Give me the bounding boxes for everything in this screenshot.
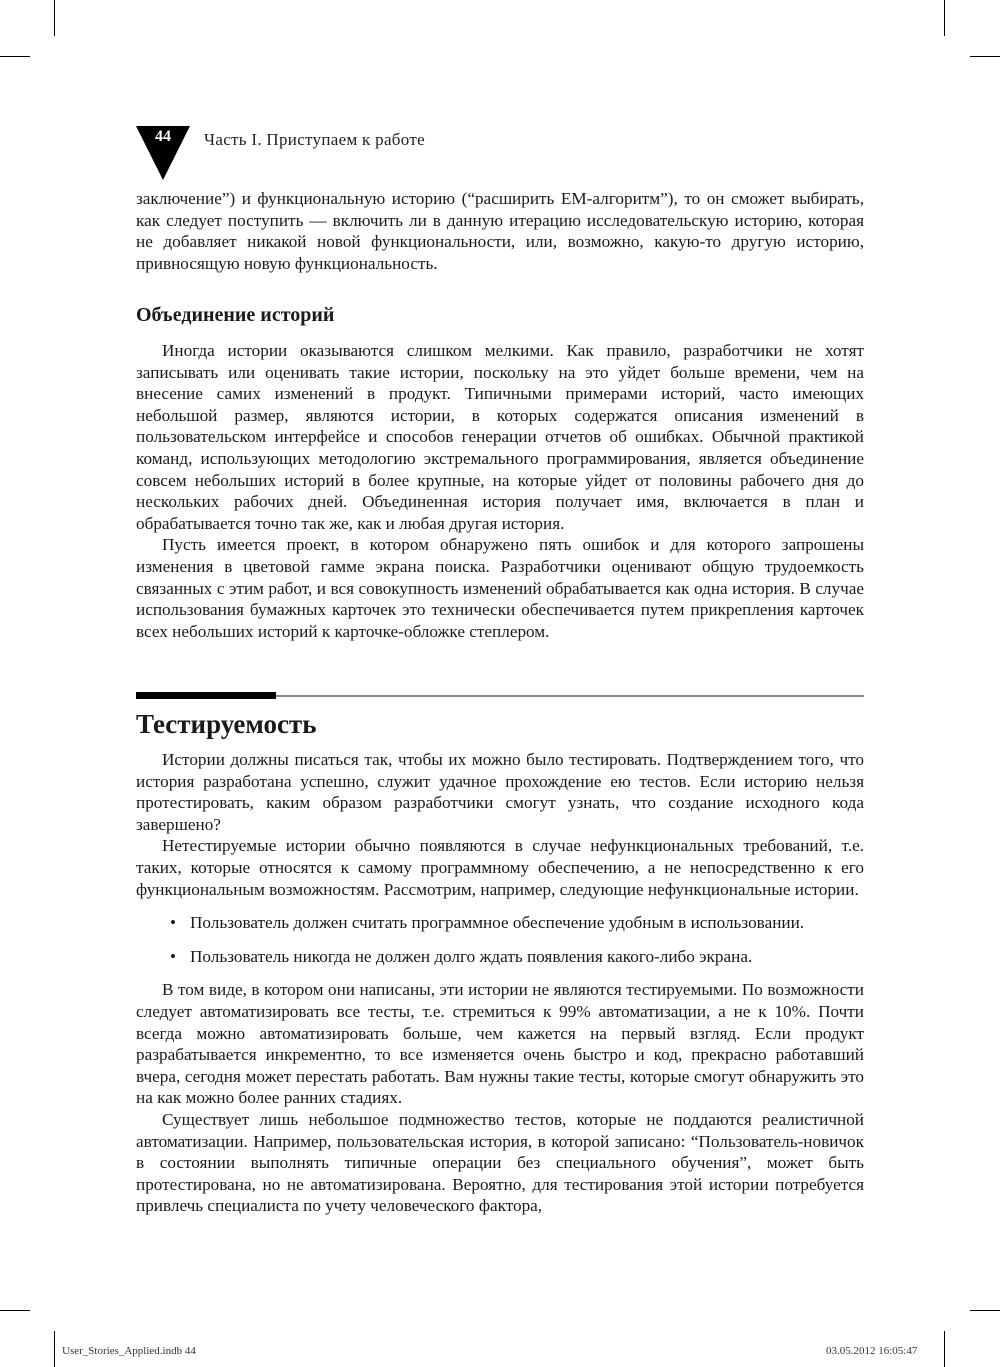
section-testability xyxy=(136,708,864,1217)
subsection-title: Объединение историй xyxy=(136,304,335,326)
paragraph: Пусть имеется проект, в котором обнаружено пять ошибок и для которого запрошены изменения в цветовой гамме экрана поиска. Разработчики оценивают общую трудоемкость связанных с этим работ, и вся совокупность изменений обрабатывается как одна история. В случае использования бумажных карточек это технически обеспечивается путем прикрепления карточек всех небольших историй к карточке-обложке степлером. xyxy=(136,535,864,641)
crop-mark xyxy=(970,1310,1000,1311)
paragraph: В том виде, в котором они написаны, эти истории не являются тестируемыми. По возможности следует автоматизировать все тесты, т.е. стремиться к 99% автоматизации, а не к 10%. Почти всегда можно автоматизировать больше, чем кажется на первый взгляд. Если продукт разрабатывается инкрементно, то все изменяется очень быстро и код, прекрасно работавший вчера, сегодня может перестать работать. Вам нужны такие тесты, которые смогут обнаружить это на как можно более ранних стадиях. xyxy=(136,980,864,1108)
crop-mark xyxy=(54,1331,55,1367)
subsection-combining-stories xyxy=(136,302,864,642)
bullet-list xyxy=(136,912,864,967)
crop-mark xyxy=(944,1331,945,1367)
crop-mark xyxy=(0,1310,30,1311)
list-item xyxy=(136,912,864,934)
footer-file-slug: User_Stories_Applied.indb 44 xyxy=(62,1345,196,1357)
section-title: Тестируемость xyxy=(136,709,317,739)
bullet-icon: • xyxy=(170,913,177,933)
intro-paragraph: заключение”) и функциональную историю (“расширить EM-алгоритм”), то он сможет выбирать, как следует поступить — включить ли в данную итерацию исследовательскую историю, которая не добавляет никакой новой функциональности, или, возможно, какую-то другую историю, привносящую новую функциональность. xyxy=(136,189,864,273)
crop-mark xyxy=(970,56,1000,57)
list-item xyxy=(136,946,864,968)
crop-mark xyxy=(944,0,945,36)
paragraph: Истории должны писаться так, чтобы их можно было тестировать. Подтверждением того, что история разработана успешно, служит удачное прохождение ею тестов. Если историю нельзя протестировать, каким образом разработчики смогут узнать, что создание исходного кода завершено? xyxy=(136,750,864,834)
list-item-text: Пользователь должен считать программное обеспечение удобным в использовании. xyxy=(190,913,805,933)
crop-mark xyxy=(0,56,30,57)
page-number: 44 xyxy=(155,128,171,145)
paragraph: Нетестируемые истории обычно появляются в случае нефункциональных требований, т.е. таких, которые относятся к самому программному обеспечению, а не непосредственно к его функциональным возможностям. Рассмотрим, например, следующие нефункциональные истории. xyxy=(136,836,864,899)
crop-mark xyxy=(54,0,55,36)
intro-block xyxy=(136,188,864,274)
footer-datetime-slug: 03.05.2012 16:05:47 xyxy=(826,1345,918,1357)
section-rule-accent xyxy=(136,692,276,699)
paragraph: Иногда истории оказываются слишком мелкими. Как правило, разработчики не хотят записывать или оценивать такие истории, поскольку на это уйдет больше времени, чем на внесение самих изменений в продукт. Типичными примерами историй, часто имеющих небольшой размер, являются истории, в которых содержатся описания изменений в пользовательском интерфейсе и способов генерации отчетов об ошибках. Обычной практикой команд, использующих методологию экстремального программирования, является объединение совсем небольших историй в более крупные, на которые уйдет от половины рабочего дня до нескольких рабочих дней. Объединенная история получает имя, включается в план и обрабатывается точно так же, как и любая другая история. xyxy=(136,341,864,533)
section-rule xyxy=(136,695,864,697)
list-item-text: Пользователь никогда не должен долго ждать появления какого-либо экрана. xyxy=(190,946,753,966)
bullet-icon: • xyxy=(170,946,177,966)
paragraph: Существует лишь небольшое подмножество тестов, которые не поддаются реалистичной автоматизации. Например, пользовательская история, в которой записано: “Пользователь-новичок в состоянии выполнять типичные операции без специального обучения”, может быть протестирована, но не автоматизирована. Вероятно, для тестирования этой истории потребуется привлечь специалиста по учету человеческого фактора, xyxy=(136,1109,864,1216)
running-head: Часть I. Приступаем к работе xyxy=(204,130,425,149)
